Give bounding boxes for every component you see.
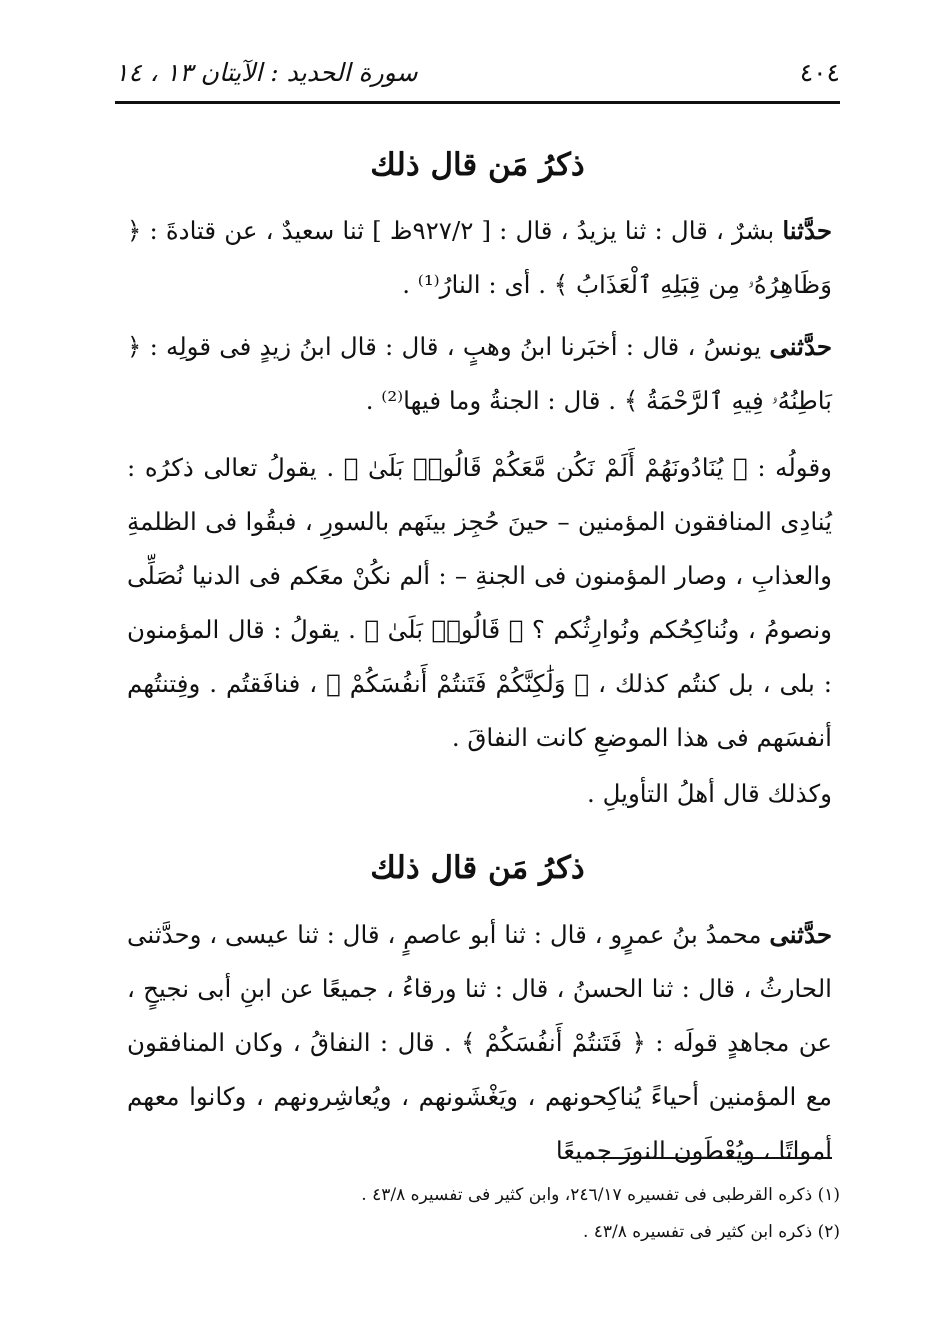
header-rule: [115, 101, 840, 104]
paragraph: [127, 320, 832, 428]
paragraph-lead: حدَّثنا: [782, 216, 833, 245]
paragraph-text: وقولُه : ﴿ يُنَادُونَهُمْ أَلَمْ نَكُن مَّعَكُمْ قَالُوا۟ بَلَىٰ ﴾ . يقولُ تعالى ذكرُه : يُنادِى المنافقون المؤمنين – حينَ حُجِز بينَهم بالسورِ ، فبقُوا فى الظلمةِ والعذابِ ، وصار المؤمنون فى الجنةِ – : ألم نكُنْ معَكم فى الدنيا نُصَلِّى ونصومُ ، ونُناكِحُكم ونُوارِثُكم ؟ ﴿ قَالُوا۟ بَلَىٰ ﴾ . يقولُ : قال المؤمنون : بلى ، بل كنتُم كذلك ، ﴿ وَلَٰكِنَّكُمْ فَتَنتُمْ أَنفُسَكُمْ ﴾ ، فنافَقتُم . وفِتنتُهم أنفسَهم فى هذا الموضعِ كانت النفاقَ .: [127, 453, 832, 752]
paragraph: [127, 908, 832, 1178]
running-title: سورة الحديد : الآيتان ١٣ ، ١٤: [115, 57, 418, 87]
paragraph: [127, 441, 832, 765]
page-header: [115, 52, 840, 92]
footnote: (١) ذكره القرطبى فى تفسيره ٢٤٦/١٧، وابن كثير فى تفسيره ٤٣/٨ .: [361, 1185, 840, 1205]
paragraph: [127, 767, 832, 821]
paragraph-text: محمدُ بنُ عمرٍو ، قال : ثنا أبو عاصمٍ ، قال : ثنا عيسى ، وحدَّثنى الحارثُ ، قال : ثنا الحسنُ ، قال : ثنا ورقاءُ ، جميعًا عن ابنِ أبى نجيحٍ ، عن مجاهدٍ قولَه : ﴿ فَتَنتُمْ أَنفُسَكُمْ ﴾ . قال : النفاقُ ، وكان المنافقون مع المؤمنين أحياءً يُناكِحونهم ، ويَغْشَونهم ، ويُعاشِرونهم ، وكانوا معهم أمواتًا ، ويُعْطَون النورَ جميعًا: [127, 920, 832, 1165]
paragraph-text: وكذلك قال أهلُ التأويلِ .: [587, 779, 832, 808]
footnote: (٢) ذكره ابن كثير فى تفسيره ٤٣/٨ .: [582, 1222, 840, 1242]
footnote-rule: [587, 1157, 832, 1159]
section-heading: ذكرُ مَن قال ذلك: [370, 147, 585, 183]
section-heading: ذكرُ مَن قال ذلك: [370, 850, 585, 886]
paragraph-lead: حدَّثنى: [769, 332, 832, 361]
page-number: ٤٠٤: [799, 57, 840, 87]
paragraph-text: يونسُ ، قال : أخبَرنا ابنُ وهبٍ ، قال : قال ابنُ زيدٍ فى قولِه : ﴿ بَاطِنُهُۥ فِيهِ ٱلرَّحْمَةُ ﴾ . قال : الجنةُ وما فيها⁽²⁾ .: [127, 332, 832, 415]
paragraph-text: بشرٌ ، قال : ثنا يزيدُ ، قال : [ ٩٢٧/٢ظ ] ثنا سعيدٌ ، عن قتادةَ : ﴿ وَظَاهِرُهُۥ مِن قِبَلِهِ ٱلْعَذَابُ ﴾ . أى : النارُ⁽¹⁾ .: [127, 216, 832, 299]
paragraph: [127, 204, 832, 312]
paragraph-lead: حدَّثنى: [769, 920, 832, 949]
